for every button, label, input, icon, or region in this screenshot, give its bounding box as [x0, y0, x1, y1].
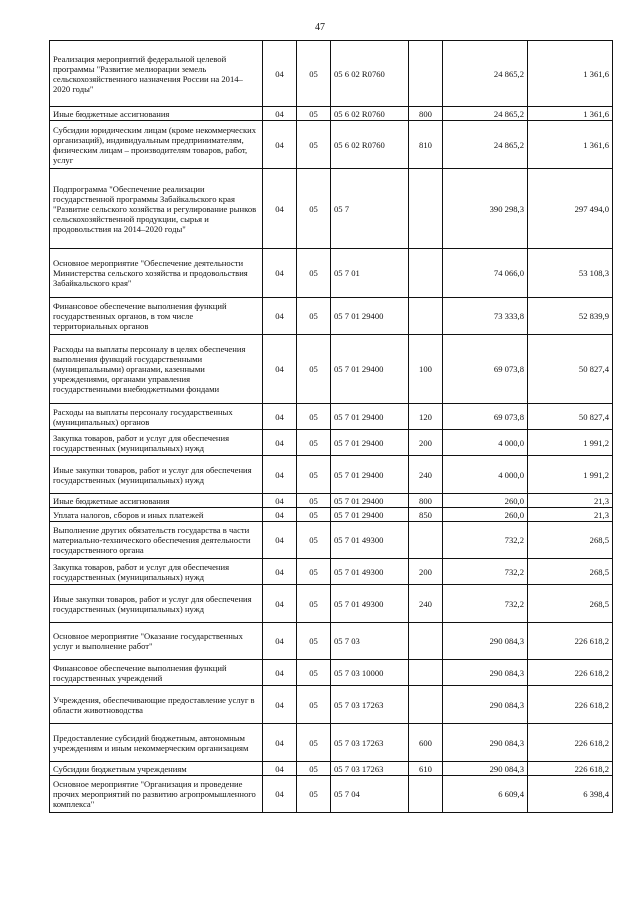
cell-amount-planned: 24 865,2 — [443, 121, 528, 169]
cell-target-article: 05 7 01 29400 — [331, 298, 409, 335]
cell-amount-planned: 260,0 — [443, 508, 528, 522]
cell-expense-type — [409, 522, 443, 559]
cell-section: 04 — [263, 169, 297, 249]
cell-expense-type — [409, 41, 443, 107]
cell-expense-type: 800 — [409, 494, 443, 508]
cell-amount-actual: 1 991,2 — [528, 430, 613, 456]
cell-amount-planned: 24 865,2 — [443, 41, 528, 107]
cell-expense-type: 610 — [409, 762, 443, 776]
cell-target-article: 05 7 01 29400 — [331, 508, 409, 522]
table-row — [50, 660, 613, 686]
cell-subsection: 05 — [297, 41, 331, 107]
table-row — [50, 686, 613, 724]
cell-amount-planned: 73 333,8 — [443, 298, 528, 335]
cell-name: Подпрограмма "Обеспечение реализации государственной программы Забайкальского края "Развитие сельского хозяйства и регулирование рынков сельскохозяйственной продукции, сырья и продовольствия на 2014–2020 годы" — [50, 169, 263, 249]
cell-section: 04 — [263, 522, 297, 559]
cell-target-article: 05 7 01 29400 — [331, 404, 409, 430]
cell-subsection: 05 — [297, 776, 331, 813]
cell-subsection: 05 — [297, 298, 331, 335]
cell-expense-type — [409, 298, 443, 335]
cell-subsection: 05 — [297, 404, 331, 430]
cell-expense-type: 200 — [409, 430, 443, 456]
cell-amount-planned: 732,2 — [443, 585, 528, 623]
cell-name: Основное мероприятие "Оказание государственных услуг и выполнение работ" — [50, 623, 263, 660]
cell-subsection: 05 — [297, 456, 331, 494]
cell-amount-actual: 53 108,3 — [528, 249, 613, 298]
cell-name: Выполнение других обязательств государства в части материально-технического обеспечения деятельности государственного органа — [50, 522, 263, 559]
cell-subsection: 05 — [297, 522, 331, 559]
cell-target-article: 05 7 01 — [331, 249, 409, 298]
cell-section: 04 — [263, 623, 297, 660]
cell-amount-actual: 226 618,2 — [528, 660, 613, 686]
cell-section: 04 — [263, 41, 297, 107]
cell-target-article: 05 7 04 — [331, 776, 409, 813]
cell-name: Иные бюджетные ассигнования — [50, 107, 263, 121]
cell-name: Реализация мероприятий федеральной целевой программы "Развитие мелиорации земель сельскохозяйственного назначения России на 2014–2020 годы" — [50, 41, 263, 107]
cell-amount-planned: 4 000,0 — [443, 456, 528, 494]
cell-subsection: 05 — [297, 762, 331, 776]
cell-section: 04 — [263, 762, 297, 776]
cell-section: 04 — [263, 686, 297, 724]
cell-name: Уплата налогов, сборов и иных платежей — [50, 508, 263, 522]
cell-name: Закупка товаров, работ и услуг для обеспечения государственных (муниципальных) нужд — [50, 559, 263, 585]
cell-amount-actual: 226 618,2 — [528, 686, 613, 724]
cell-amount-actual: 268,5 — [528, 522, 613, 559]
cell-name: Учреждения, обеспечивающие предоставление услуг в области животноводства — [50, 686, 263, 724]
cell-amount-actual: 21,3 — [528, 494, 613, 508]
cell-target-article: 05 7 — [331, 169, 409, 249]
cell-expense-type: 100 — [409, 335, 443, 404]
cell-target-article: 05 7 03 10000 — [331, 660, 409, 686]
cell-name: Иные бюджетные ассигнования — [50, 494, 263, 508]
table-row — [50, 169, 613, 249]
cell-amount-planned: 24 865,2 — [443, 107, 528, 121]
cell-amount-actual: 268,5 — [528, 585, 613, 623]
cell-subsection: 05 — [297, 169, 331, 249]
cell-name: Расходы на выплаты персоналу в целях обеспечения выполнения функций государственными (муниципальными) органами, казенными учреждениями, органами управления государственными внебюджетными фондами — [50, 335, 263, 404]
cell-amount-planned: 6 609,4 — [443, 776, 528, 813]
cell-expense-type — [409, 660, 443, 686]
cell-subsection: 05 — [297, 559, 331, 585]
cell-target-article: 05 7 01 29400 — [331, 430, 409, 456]
cell-name: Предоставление субсидий бюджетным, автономным учреждениям и иным некоммерческим организациям — [50, 724, 263, 762]
cell-target-article: 05 7 01 49300 — [331, 559, 409, 585]
table-row — [50, 776, 613, 813]
cell-section: 04 — [263, 335, 297, 404]
cell-amount-actual: 21,3 — [528, 508, 613, 522]
cell-target-article: 05 7 01 29400 — [331, 494, 409, 508]
table-row — [50, 249, 613, 298]
cell-subsection: 05 — [297, 121, 331, 169]
cell-name: Закупка товаров, работ и услуг для обеспечения государственных (муниципальных) нужд — [50, 430, 263, 456]
cell-target-article: 05 7 03 17263 — [331, 724, 409, 762]
cell-expense-type — [409, 776, 443, 813]
cell-expense-type — [409, 623, 443, 660]
cell-amount-actual: 268,5 — [528, 559, 613, 585]
table-row — [50, 494, 613, 508]
cell-amount-actual: 1 361,6 — [528, 107, 613, 121]
cell-expense-type: 200 — [409, 559, 443, 585]
cell-section: 04 — [263, 298, 297, 335]
cell-section: 04 — [263, 494, 297, 508]
cell-subsection: 05 — [297, 107, 331, 121]
cell-section: 04 — [263, 249, 297, 298]
table-row — [50, 522, 613, 559]
cell-subsection: 05 — [297, 335, 331, 404]
cell-section: 04 — [263, 776, 297, 813]
cell-target-article: 05 7 01 49300 — [331, 522, 409, 559]
cell-target-article: 05 7 03 17263 — [331, 686, 409, 724]
cell-section: 04 — [263, 430, 297, 456]
cell-target-article: 05 6 02 R0760 — [331, 107, 409, 121]
cell-subsection: 05 — [297, 494, 331, 508]
cell-amount-actual: 50 827,4 — [528, 335, 613, 404]
cell-amount-planned: 69 073,8 — [443, 404, 528, 430]
page-number: 47 — [315, 22, 325, 33]
cell-subsection: 05 — [297, 724, 331, 762]
cell-section: 04 — [263, 404, 297, 430]
cell-expense-type: 240 — [409, 456, 443, 494]
cell-target-article: 05 7 01 29400 — [331, 335, 409, 404]
cell-target-article: 05 7 01 49300 — [331, 585, 409, 623]
cell-expense-type: 120 — [409, 404, 443, 430]
cell-name: Финансовое обеспечение выполнения функций государственных учреждений — [50, 660, 263, 686]
cell-target-article: 05 7 01 29400 — [331, 456, 409, 494]
cell-amount-planned: 290 084,3 — [443, 660, 528, 686]
cell-amount-actual: 50 827,4 — [528, 404, 613, 430]
cell-section: 04 — [263, 107, 297, 121]
cell-amount-actual: 1 361,6 — [528, 41, 613, 107]
budget-table — [49, 40, 613, 813]
table-row — [50, 41, 613, 107]
table-row — [50, 623, 613, 660]
cell-section: 04 — [263, 724, 297, 762]
table-row — [50, 724, 613, 762]
cell-amount-planned: 4 000,0 — [443, 430, 528, 456]
cell-section: 04 — [263, 585, 297, 623]
cell-name: Основное мероприятие "Обеспечение деятельности Министерства сельского хозяйства и продовольствия Забайкальского края" — [50, 249, 263, 298]
table-row — [50, 559, 613, 585]
cell-amount-actual: 6 398,4 — [528, 776, 613, 813]
table-row — [50, 404, 613, 430]
cell-target-article: 05 7 03 17263 — [331, 762, 409, 776]
cell-amount-actual: 226 618,2 — [528, 623, 613, 660]
cell-subsection: 05 — [297, 249, 331, 298]
table-row — [50, 508, 613, 522]
cell-amount-planned: 290 084,3 — [443, 623, 528, 660]
cell-amount-actual: 226 618,2 — [528, 724, 613, 762]
cell-section: 04 — [263, 121, 297, 169]
cell-expense-type: 600 — [409, 724, 443, 762]
table-row — [50, 762, 613, 776]
cell-name: Расходы на выплаты персоналу государственных (муниципальных) органов — [50, 404, 263, 430]
cell-amount-planned: 732,2 — [443, 522, 528, 559]
cell-section: 04 — [263, 508, 297, 522]
cell-amount-actual: 1 991,2 — [528, 456, 613, 494]
cell-expense-type — [409, 249, 443, 298]
cell-name: Иные закупки товаров, работ и услуг для обеспечения государственных (муниципальных) нужд — [50, 456, 263, 494]
cell-expense-type — [409, 169, 443, 249]
table-row — [50, 430, 613, 456]
cell-target-article: 05 6 02 R0760 — [331, 121, 409, 169]
cell-expense-type: 810 — [409, 121, 443, 169]
cell-name: Субсидии бюджетным учреждениям — [50, 762, 263, 776]
cell-target-article: 05 7 03 — [331, 623, 409, 660]
cell-expense-type: 850 — [409, 508, 443, 522]
cell-target-article: 05 6 02 R0760 — [331, 41, 409, 107]
table-row — [50, 585, 613, 623]
cell-section: 04 — [263, 559, 297, 585]
table-row — [50, 298, 613, 335]
table-row — [50, 121, 613, 169]
cell-name: Иные закупки товаров, работ и услуг для обеспечения государственных (муниципальных) нужд — [50, 585, 263, 623]
cell-expense-type: 800 — [409, 107, 443, 121]
cell-subsection: 05 — [297, 660, 331, 686]
cell-amount-actual: 226 618,2 — [528, 762, 613, 776]
cell-amount-planned: 290 084,3 — [443, 686, 528, 724]
cell-subsection: 05 — [297, 623, 331, 660]
cell-amount-planned: 732,2 — [443, 559, 528, 585]
cell-amount-planned: 260,0 — [443, 494, 528, 508]
cell-subsection: 05 — [297, 585, 331, 623]
cell-expense-type — [409, 686, 443, 724]
table-row — [50, 456, 613, 494]
cell-amount-actual: 297 494,0 — [528, 169, 613, 249]
table-row — [50, 107, 613, 121]
cell-subsection: 05 — [297, 508, 331, 522]
cell-amount-planned: 69 073,8 — [443, 335, 528, 404]
cell-amount-actual: 52 839,9 — [528, 298, 613, 335]
cell-amount-actual: 1 361,6 — [528, 121, 613, 169]
cell-section: 04 — [263, 456, 297, 494]
cell-expense-type: 240 — [409, 585, 443, 623]
cell-subsection: 05 — [297, 686, 331, 724]
cell-amount-planned: 74 066,0 — [443, 249, 528, 298]
cell-name: Основное мероприятие "Организация и проведение прочих мероприятий по развитию агропромышленного комплекса" — [50, 776, 263, 813]
cell-name: Финансовое обеспечение выполнения функций государственных органов, в том числе территориальных органов — [50, 298, 263, 335]
cell-name: Субсидии юридическим лицам (кроме некоммерческих организаций), индивидуальным предпринимателям, физическим лицам – производителям товаров, работ, услуг — [50, 121, 263, 169]
cell-amount-planned: 290 084,3 — [443, 724, 528, 762]
cell-section: 04 — [263, 660, 297, 686]
cell-subsection: 05 — [297, 430, 331, 456]
cell-amount-planned: 390 298,3 — [443, 169, 528, 249]
table-row — [50, 335, 613, 404]
cell-amount-planned: 290 084,3 — [443, 762, 528, 776]
